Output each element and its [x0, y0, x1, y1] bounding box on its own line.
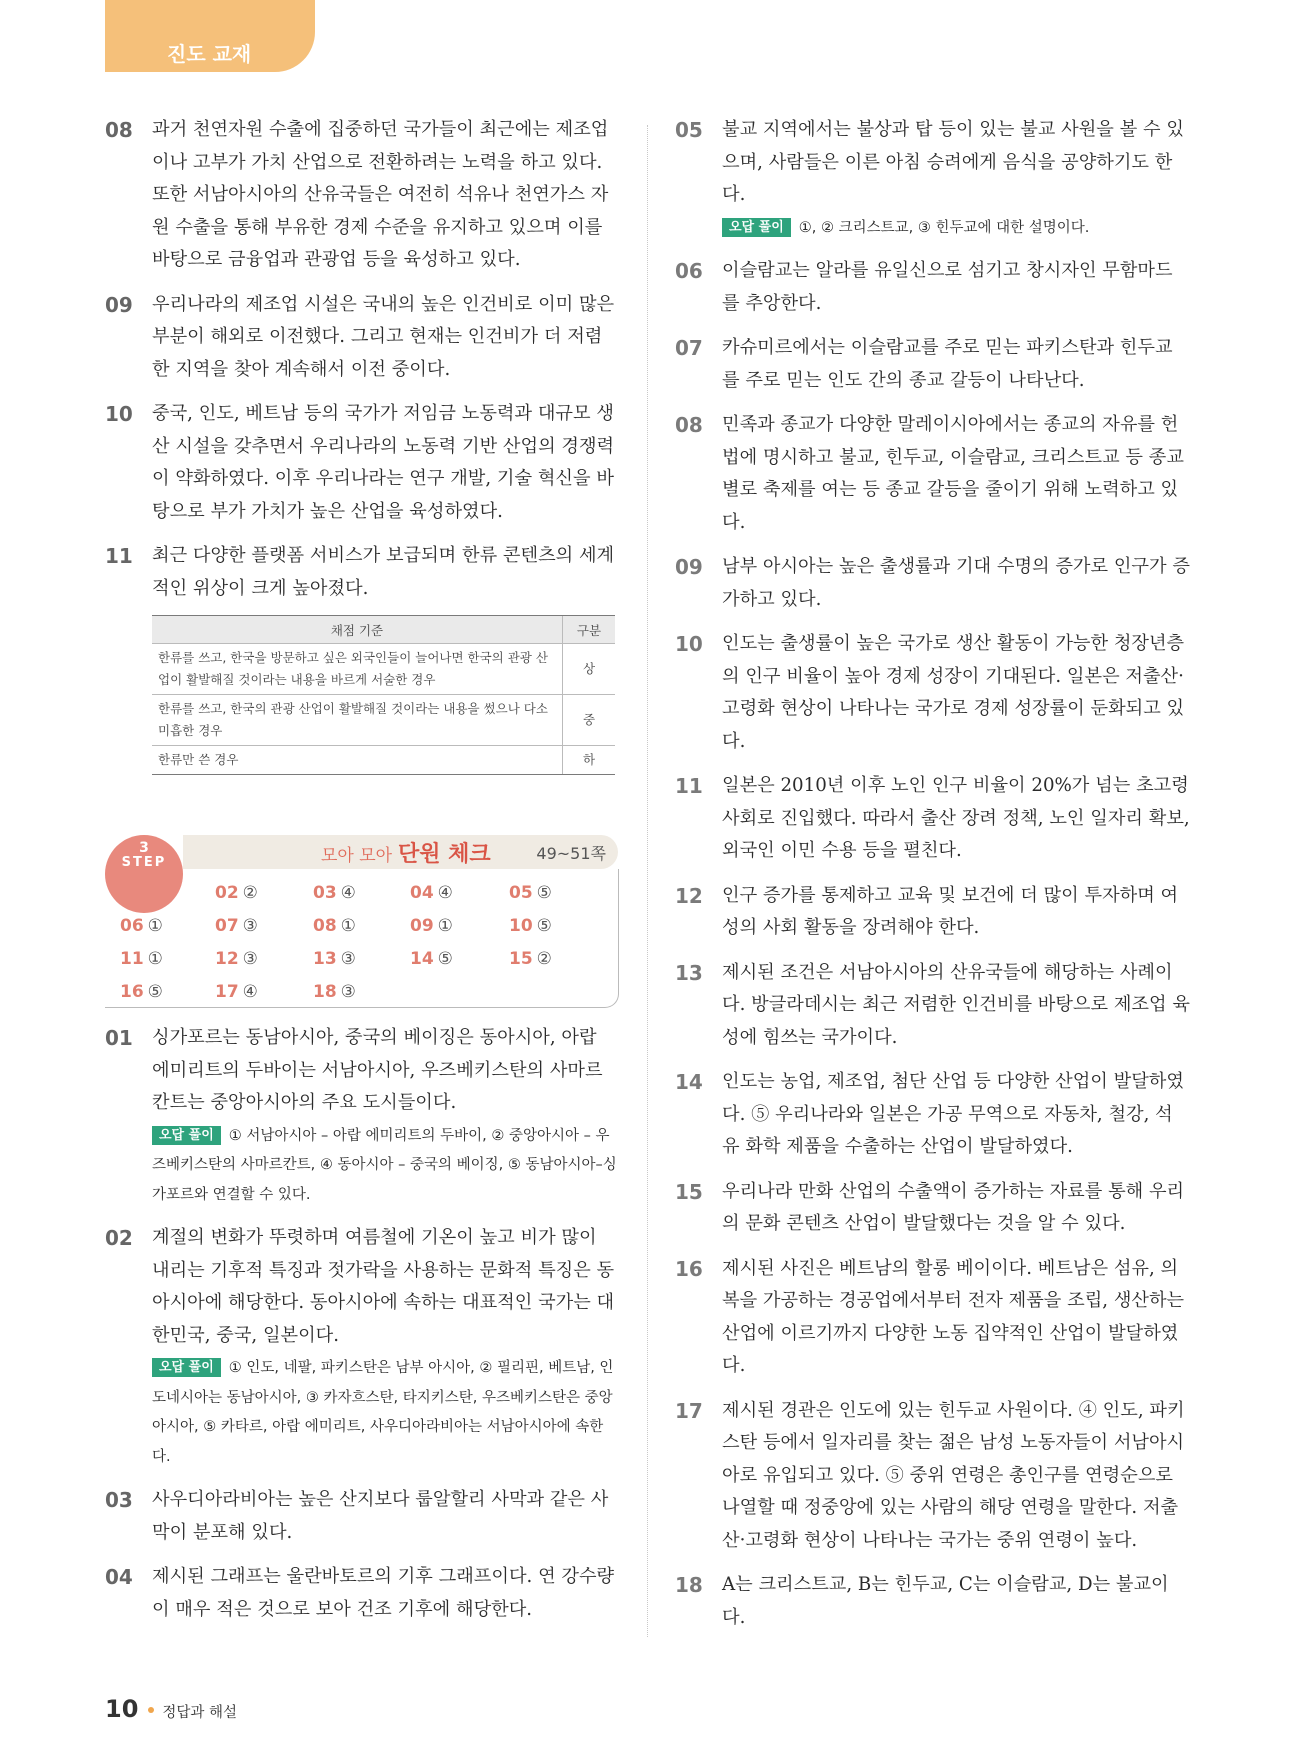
- item-text: 이슬람교는 알라를 유일신으로 섬기고 창시자인 무함마드를 추앙한다.: [722, 260, 1173, 314]
- answer-item: [105, 398, 618, 528]
- item-text: 사우디아라비아는 높은 산지보다 룹알할리 사막과 같은 사막이 분포해 있다.: [152, 1489, 609, 1543]
- footer-label: 정답과 해설: [162, 1705, 238, 1721]
- column-divider: [647, 125, 648, 1637]
- answer-cell: 05 ⑤: [509, 883, 552, 903]
- step-3-answer-box: [105, 835, 618, 1007]
- item-number: 10: [105, 402, 133, 426]
- wrong-answer-explanation: [152, 1354, 618, 1472]
- answer-cell: 13 ③: [313, 949, 356, 969]
- step-number: 3: [139, 840, 149, 856]
- answer-cell: 16 ⑤: [120, 982, 163, 1002]
- item-text: 인도는 농업, 제조업, 첨단 산업 등 다양한 산업이 발달하였다. ⑤ 우리나라와 일본은 가공 무역으로 자동차, 철강, 석유 화학 제품을 수출하는 산업이 발달하였다.: [722, 1071, 1184, 1157]
- item-text: 불교 지역에서는 불상과 탑 등이 있는 불교 사원을 볼 수 있으며, 사람들은 이른 아침 승려에게 음식을 공양하기도 한다.: [722, 119, 1184, 205]
- explanation-text: ①, ② 크리스트교, ③ 힌두교에 대한 설명이다.: [798, 219, 1090, 236]
- answer-item: [675, 551, 1190, 616]
- answer-cell: 10 ⑤: [509, 916, 552, 936]
- item-number: 07: [675, 336, 703, 360]
- item-text: 인도는 출생률이 높은 국가로 생산 활동이 가능한 청장년층의 인구 비율이 높아 경제 성장이 기대된다. 일본은 저출산·고령화 현상이 나타나는 국가로 경제 성장률이 둔화되고 있다.: [722, 633, 1185, 752]
- wrong-answer-badge: 오답 풀이: [152, 1126, 221, 1145]
- scoring-table-header: [152, 616, 615, 644]
- item-text: 최근 다양한 플랫폼 서비스가 보급되며 한류 콘텐츠의 세계적인 위상이 크게 높아졌다.: [152, 545, 615, 599]
- answer-cell: 08 ①: [313, 916, 356, 936]
- table-row: [152, 644, 615, 695]
- bullet-dot: [148, 1707, 154, 1713]
- item-text: 우리나라 만화 산업의 수출액이 증가하는 자료를 통해 우리의 문화 콘텐츠 산업이 발달했다는 것을 알 수 있다.: [722, 1180, 1185, 1234]
- scoring-criteria: 한류를 쓰고, 한국의 관광 산업이 활발해질 것이라는 내용을 썼으나 다소 미흡한 경우: [152, 695, 563, 746]
- scoring-criteria-header: 채점 기준: [152, 616, 563, 644]
- answer-item: [105, 289, 618, 387]
- item-number: 12: [675, 883, 703, 908]
- answer-item: [105, 114, 618, 277]
- item-text: 민족과 종교가 다양한 말레이시아에서는 종교의 자유를 헌법에 명시하고 불교, 힌두교, 이슬람교, 크리스트교 등 종교별로 축제를 여는 등 종교 갈등을 줄이기 위해 노력하고 있다.: [722, 414, 1184, 533]
- item-text: 일본은 2010년 이후 노인 인구 비율이 20%가 넘는 초고령 사회로 진입했다. 따라서 출산 장려 정책, 노인 일자리 확보, 외국인 이민 수용 등을 펼친다.: [722, 775, 1190, 861]
- item-number: 11: [105, 544, 133, 568]
- answer-item: [675, 880, 1190, 945]
- item-number: 08: [675, 413, 703, 437]
- answer-item: [105, 1561, 618, 1626]
- step-pages: 49~51쪽: [536, 844, 606, 863]
- answer-item: [675, 1157, 1190, 1187]
- wrong-answer-explanation: [152, 1122, 618, 1211]
- item-number: 11: [675, 774, 703, 798]
- item-text: 카슈미르에서는 이슬람교를 주로 믿는 파키스탄과 힌두교를 주로 믿는 인도 간의 종교 갈등이 나타난다.: [722, 337, 1173, 391]
- left-column: [105, 114, 618, 775]
- item-number: 01: [105, 1026, 133, 1050]
- answer-cell: 03 ④: [313, 883, 356, 903]
- page-number: 10: [105, 1695, 139, 1723]
- wrong-answer-explanation: [722, 1157, 1190, 1187]
- scoring-grade: 상: [563, 644, 616, 695]
- answer-item: [675, 255, 1190, 320]
- answer-item: [675, 1253, 1190, 1383]
- scoring-criteria: 한류를 쓰고, 한국을 방문하고 싶은 외국인들이 늘어나면 한국의 관광 산업이 활발해질 것이라는 내용을 바르게 서술한 경우: [152, 644, 563, 695]
- answer-cell: 15 ②: [509, 949, 552, 969]
- answer-item: [675, 1569, 1190, 1634]
- item-text: A는 크리스트교, B는 힌두교, C는 이슬람교, D는 불교이다.: [722, 1574, 1169, 1628]
- item-number: 09: [105, 292, 133, 317]
- item-number: 08: [105, 118, 133, 142]
- answer-item: [105, 1022, 618, 1210]
- answer-cell: 04 ④: [410, 883, 453, 903]
- answer-cell: 09 ①: [410, 916, 453, 936]
- item-number: 02: [105, 1226, 133, 1250]
- item-number: 09: [675, 555, 703, 579]
- explanation-text: ① 인도, 네팔, 파키스탄은 남부 아시아, ② 필리핀, 베트남, 인도네시아는 동남아시아, ③ 카자흐스탄, 타지키스탄, 우즈베키스탄은 중앙아시아, ⑤ 카타르, 아랍 에미리트, 사우디아라비아는 서남아시아에 속한다.: [152, 1360, 614, 1465]
- item-text: 중국, 인도, 베트남 등의 국가가 저임금 노동력과 대규모 생산 시설을 갖추면서 우리나라의 노동력 기반 산업의 경쟁력이 약화하였다. 이후 우리나라는 연구 개발, 기술 혁신을 바탕으로 부가 가치가 높은 산업을 육성하였다.: [152, 403, 615, 522]
- answer-cell: 17 ④: [215, 982, 258, 1002]
- right-column: [675, 114, 1190, 1634]
- item-text: 과거 천연자원 수출에 집중하던 국가들이 최근에는 제조업이나 고부가 가치 산업으로 전환하려는 노력을 하고 있다. 또한 서남아시아의 산유국들은 여전히 석유나 천연가스 자원 수출을 통해 부유한 경제 수준을 유지하고 있으며 이를 바탕으로 금융업과 관광업 등을 육성하고 있다.: [152, 119, 609, 270]
- wrong-answer-badge: 오답 풀이: [152, 1358, 221, 1377]
- item-number: 10: [675, 632, 703, 656]
- answer-item: [105, 540, 618, 605]
- table-row: [152, 695, 615, 746]
- answer-item: [105, 1222, 618, 1472]
- item-text: 제시된 경관은 인도에 있는 힌두교 사원이다. ④ 인도, 파키스탄 등에서 일자리를 찾는 젊은 남성 노동자들이 서남아시아로 유입되고 있다. ⑤ 중위 연령은 총인구를 연령순으로 나열할 때 정중앙에 있는 사람의 해당 연령을 말한다. 저출산·고령화 현상이 나타나는 국가는 중위 연령이 높다.: [722, 1399, 1185, 1551]
- wrong-answer-explanation: [722, 214, 1190, 244]
- step-badge: [105, 835, 183, 913]
- scoring-grade-header: 구분: [563, 616, 616, 644]
- step-title: 단원 체크: [398, 842, 491, 867]
- item-number: 03: [105, 1488, 133, 1512]
- item-number: 05: [675, 118, 703, 142]
- step-subtitle: 모아 모아: [321, 846, 393, 866]
- explanation-text: ① 서남아시아 – 아랍 에미리트의 두바이, ② 중앙아시아 – 우즈베키스탄의 사마르칸트, ④ 동아시아 – 중국의 베이징, ⑤ 동남아시아–싱가포르와 연결할 수 있다.: [152, 1127, 617, 1203]
- item-text: 우리나라의 제조업 시설은 국내의 높은 인건비로 이미 많은 부분이 해외로 이전했다. 그리고 현재는 인건비가 더 저렴한 지역을 찾아 계속해서 이전 중이다.: [152, 293, 615, 380]
- item-number: 13: [675, 960, 703, 985]
- answer-cell: 18 ③: [313, 982, 356, 1002]
- item-text: 계절의 변화가 뚜렷하며 여름철에 기온이 높고 비가 많이 내리는 기후적 특징과 젓가락을 사용하는 문화적 특징은 동아시아에 해당한다. 동아시아에 속하는 대표적인 국가는 대한민국, 중국, 일본이다.: [152, 1227, 615, 1346]
- answer-cell: 07 ③: [215, 916, 258, 936]
- chapter-tab-label: 진도 교재: [167, 42, 252, 66]
- item-number: 04: [105, 1565, 133, 1589]
- answer-item: [675, 114, 1190, 243]
- wrong-answer-badge: 오답 풀이: [722, 218, 791, 237]
- item-text: 제시된 사진은 베트남의 할롱 베이이다. 베트남은 섬유, 의복을 가공하는 경공업에서부터 전자 제품을 조립, 생산하는 산업에 이르기까지 다양한 노동 집약적인 산업이 발달하였다.: [722, 1257, 1185, 1376]
- answer-cell: 06 ①: [120, 916, 163, 936]
- item-text: 제시된 조건은 서남아시아의 산유국들에 해당하는 사례이다. 방글라데시는 최근 저렴한 인건비를 바탕으로 제조업 육성에 힘쓰는 국가이다.: [722, 961, 1190, 1048]
- item-text: 싱가포르는 동남아시아, 중국의 베이징은 동아시아, 아랍 에미리트의 두바이는 서남아시아, 우즈베키스탄의 사마르칸트는 중앙아시아의 주요 도시들이다.: [152, 1027, 603, 1113]
- left-column-lower: [105, 1022, 618, 1626]
- item-number: 17: [675, 1398, 703, 1423]
- answer-item: [675, 1395, 1190, 1558]
- answer-item: [675, 409, 1190, 539]
- chapter-tab: [105, 0, 315, 72]
- step-title-bar: [183, 835, 618, 869]
- right-column-lower: [675, 1119, 1190, 1187]
- item-text: 남부 아시아는 높은 출생률과 기대 수명의 증가로 인구가 증가하고 있다.: [722, 556, 1190, 610]
- page-footer: [105, 1695, 237, 1723]
- answer-cell: 14 ⑤: [410, 949, 453, 969]
- answer-item: [675, 628, 1190, 758]
- scoring-table: [152, 615, 615, 775]
- answer-cell: 11 ①: [120, 949, 163, 969]
- scoring-grade: 중: [563, 695, 616, 746]
- scoring-grade: 하: [563, 746, 616, 775]
- answer-item: [675, 957, 1190, 1055]
- item-text: 인구 증가를 통제하고 교육 및 보건에 더 많이 투자하며 여성의 사회 활동을 장려해야 한다.: [722, 884, 1179, 938]
- item-number: 14: [675, 1070, 703, 1094]
- item-number: 18: [675, 1573, 703, 1597]
- answer-item: [105, 1484, 618, 1549]
- answer-cell: 12 ③: [215, 949, 258, 969]
- item-number: 15: [675, 1179, 703, 1204]
- item-text: 제시된 그래프는 울란바토르의 기후 그래프이다. 연 강수량이 매우 적은 것으로 보아 건조 기후에 해당한다.: [152, 1566, 615, 1620]
- item-number: 06: [675, 259, 703, 283]
- scoring-criteria: 한류만 쓴 경우: [152, 746, 563, 775]
- step-label: STEP: [121, 855, 167, 870]
- answer-item: [675, 770, 1190, 868]
- item-number: 16: [675, 1256, 703, 1281]
- answer-cell: 02 ②: [215, 883, 258, 903]
- table-row: [152, 746, 615, 775]
- answer-item: [675, 332, 1190, 397]
- answer-grid: [105, 869, 619, 1008]
